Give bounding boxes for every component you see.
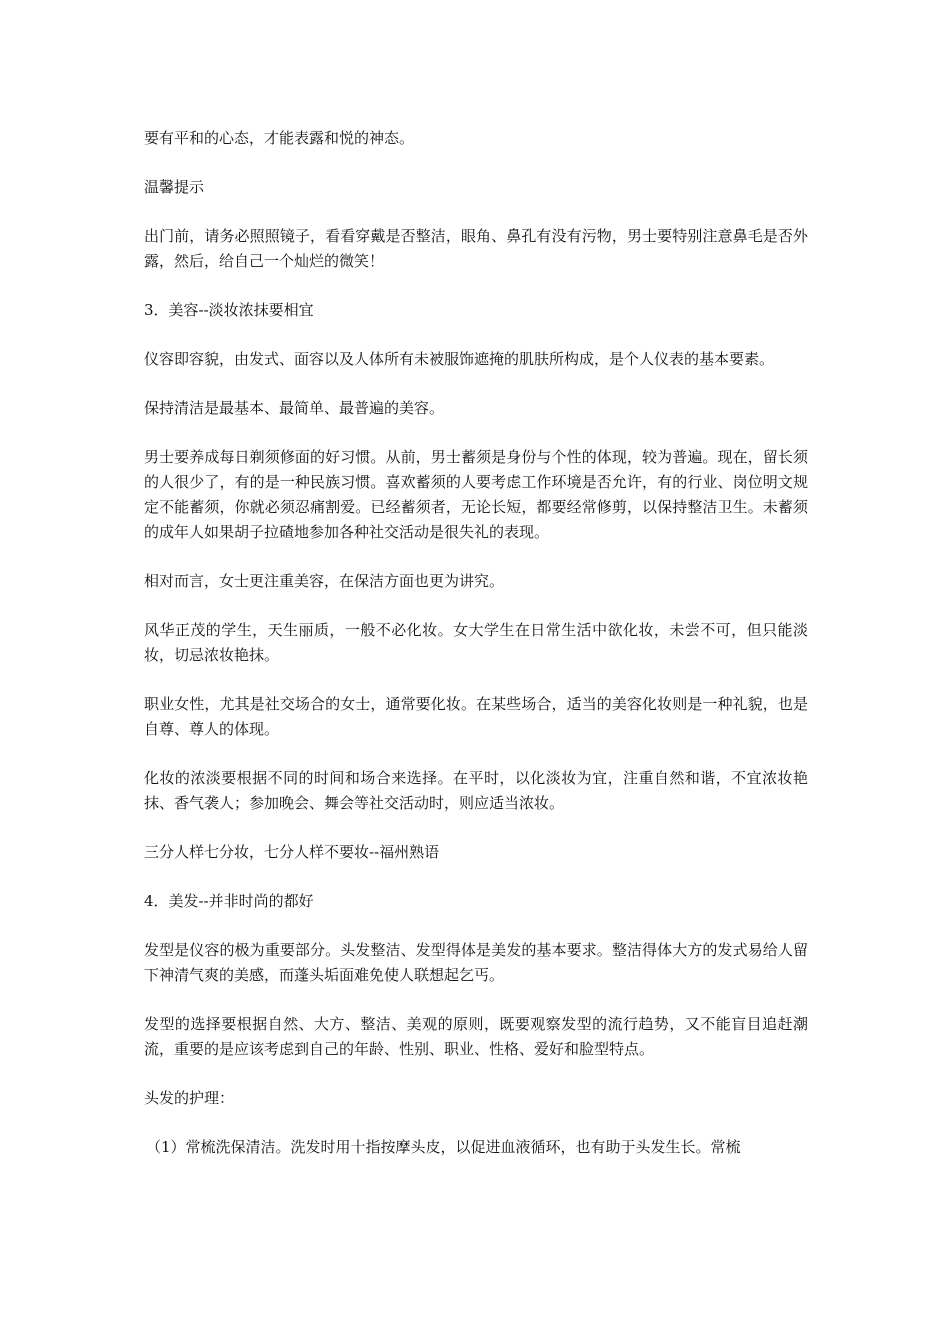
paragraph-hairstyle-choice: 发型的选择要根据自然、大方、整洁、美观的原则，既要观察发型的流行趋势，又不能盲目追赶潮流，重要的是应该考虑到自己的年龄、性别、职业、性格、爱好和脸型特点。: [144, 1015, 808, 1058]
hair-care-heading: 头发的护理：: [144, 1089, 235, 1107]
paragraph-appearance-definition: 仪容即容貌，由发式、面容以及人体所有未被服饰遮掩的肌肤所构成，是个人仪表的基本要素。: [144, 350, 775, 368]
paragraph-makeup-intensity: 化妆的浓淡要根据不同的时间和场合来选择。在平时，以化淡妆为宜，注重自然和谐，不宜浓妆艳抹、香气袭人；参加晚会、舞会等社交活动时，则应适当浓妆。: [144, 769, 808, 812]
section-heading-hair: 4．美发--并非时尚的都好: [144, 892, 314, 910]
paragraph-men-shaving: 男士要养成每日剃须修面的好习惯。从前，男士蓄须是身份与个性的体现，较为普遍。现在，留长须的人很少了，有的是一种民族习惯。喜欢蓄须的人要考虑工作环境是否允许，有的行业、岗位明文规定不能蓄须，你就必须忍痛割爱。已经蓄须者，无论长短，都要经常修剪，以保持整洁卫生。未蓄须的成年人如果胡子拉碴地参加各种社交活动是很失礼的表现。: [144, 448, 808, 541]
proverb-line: 三分人样七分妆，七分人样不要妆--福州熟语: [144, 843, 440, 861]
section-heading-makeup: 3．美容--淡妆浓抹要相宜: [144, 301, 314, 319]
paragraph-cleanliness: 保持清洁是最基本、最简单、最普遍的美容。: [144, 399, 445, 417]
paragraph-working-women: 职业女性，尤其是社交场合的女士，通常要化妆。在某些场合，适当的美容化妆则是一种礼貌，也是自尊、尊人的体现。: [144, 695, 808, 738]
paragraph-women-beauty: 相对而言，女士更注重美容，在保洁方面也更为讲究。: [144, 572, 505, 590]
paragraph-calm-mind: 要有平和的心态，才能表露和悦的神态。: [144, 129, 415, 147]
tip-heading: 温馨提示: [144, 178, 205, 196]
hair-care-item-1: （1）常梳洗保清洁。洗发时用十指按摩头皮，以促进血液循环，也有助于头发生长。常梳: [146, 1138, 741, 1156]
paragraph-mirror-check: 出门前，请务必照照镜子，看看穿戴是否整洁，眼角、鼻孔有没有污物，男士要特别注意鼻毛是否外露，然后，给自己一个灿烂的微笑！: [144, 227, 808, 270]
document-body: [144, 126, 808, 1184]
paragraph-students-makeup: 风华正茂的学生，天生丽质，一般不必化妆。女大学生在日常生活中欲化妆，未尝不可，但只能淡妆，切忌浓妆艳抹。: [144, 621, 808, 664]
paragraph-hairstyle-importance: 发型是仪容的极为重要部分。头发整洁、发型得体是美发的基本要求。整洁得体大方的发式易给人留下神清气爽的美感，而蓬头垢面难免使人联想起乞丐。: [144, 941, 808, 984]
